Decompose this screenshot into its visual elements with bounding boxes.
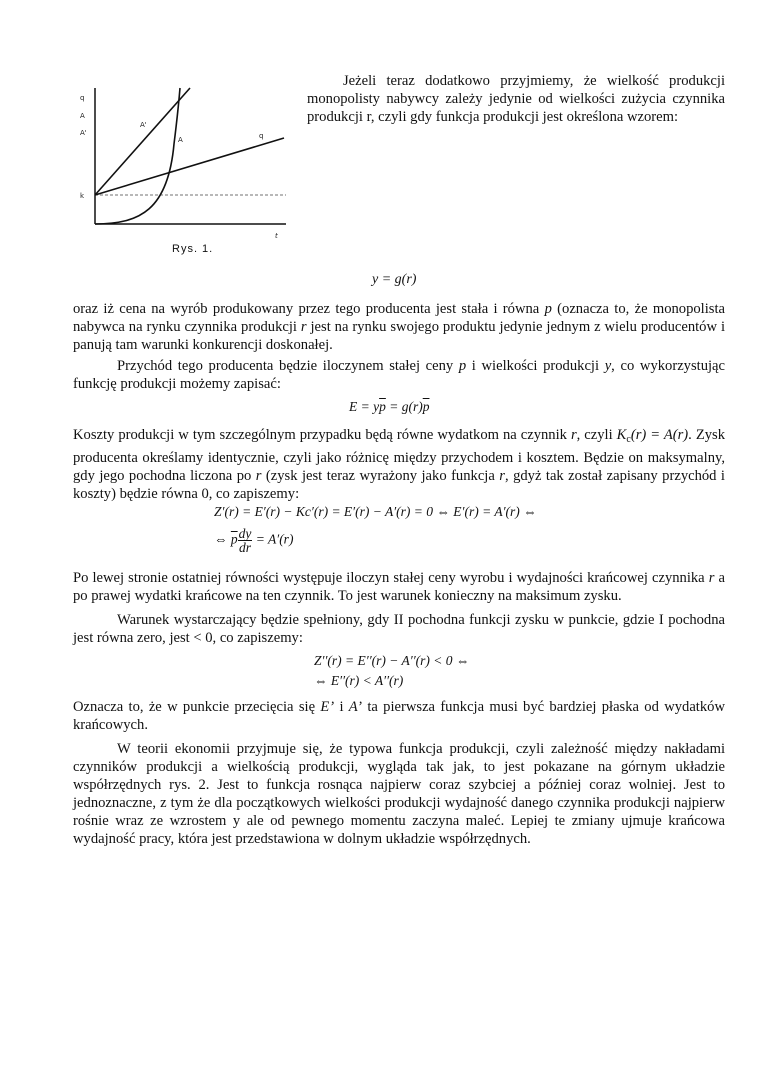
a-prime-line	[95, 88, 190, 195]
paragraph-production-theory: W teorii ekonomii przyjmuje się, że typowa funkcja produkcji, czyli zależność między nakładami czynników produkcji a wielkością produkcji, wygląda tak jak, to jest pokazane na górnym układzie współrzędnych rys. 2. Jest to funkcja rosnąca najpierw coraz szybciej a później coraz wolniej. Jest to jednoznaczne, z tym że dla początkowych wielkości produkcji wydajność danego czynnika produkcji najpierw rośnie wraz ze wzrostem y ale od pewnego momentu zaczyna maleć. Lepiej te zmiany ujmuje krańcowa wydajność pracy, która jest przedstawiona w dolnym układzie współrzędnych.	[73, 741, 725, 847]
paragraph-intersection: Oznacza to, że w punkcie przecięcia się E’ i A’ ta pierwsza funkcja musi być bardziej płaska od wydatków krańcowych.	[73, 699, 725, 733]
equation-profit-first-derivative: Z′(r) = E′(r) − Kc′(r) = E′(r) − A′(r) = 0 ⇔ E′(r) = A′(r) ⇔	[214, 504, 537, 519]
a-curve	[95, 88, 180, 224]
label-a-prime-axis: A'	[80, 129, 87, 137]
equation-second-derivative-condition: ⇔ E′′(r) < A′′(r)	[314, 673, 404, 688]
equation-second-derivative: Z′′(r) = E′′(r) − A′′(r) < 0 ⇔	[314, 653, 470, 668]
label-a-curve: A	[178, 136, 183, 144]
equation-marginal-condition: ⇔ $\overline{p}$ $\frac{dy}{dr}$ = A′(r)	[214, 526, 294, 555]
label-k-axis: k	[80, 192, 85, 200]
figure-rys-1	[70, 80, 295, 265]
label-a-axis: A	[80, 112, 85, 120]
equation-revenue: $E = y\overline{p} = g(r)\overline{p}$	[349, 399, 430, 414]
label-q-axis: q	[80, 94, 85, 102]
q-line	[95, 138, 284, 195]
paragraph-price: oraz iż cena na wyrób produkowany przez tego producenta jest stała i równa p (oznacza to, że monopolista nabywca na rynku czynnika produkcji r jest na rynku swojego produktu jedynie jednym z wielu producentów i panują tam warunki konkurencji doskonałej.	[73, 301, 725, 353]
paragraph-necessary-condition: Po lewej stronie ostatniej równości występuje iloczyn stałej ceny wyrobu i wydajności krańcowej czynnika r a po prawej wydatki krańcowe na ten czynnik. To jest warunek konieczny na maksimum zysku.	[73, 570, 725, 604]
label-q-curve: q	[259, 132, 264, 140]
paragraph-sufficient-condition: Warunek wystarczający będzie spełniony, gdy II pochodna funkcji zysku w punkcie, gdzie I pochodna jest równa zero, jest < 0, co zapiszemy:	[73, 612, 725, 646]
paragraph-costs: Koszty produkcji w tym szczególnym przypadku będą równe wydatkom na czynnik r, czyli $K_c(r) = A(r)$. Zysk producenta określamy identycznie, czyli jako różnicę między przychodem i kosztem. Będzie on maksymalny, gdy jego pochodna liczona po r (zysk jest teraz wyrażony jako funkcja r, gdyż tak został zapisany przychód i koszty) będzie równa 0, co zapiszemy:	[73, 427, 726, 502]
intro-paragraph: Jeżeli teraz dodatkowo przyjmiemy, że wielkość produkcji monopolisty nabywcy zależy jedynie od wielkości zużycia czynnika produkcji r, czyli gdy funkcja produkcji jest określona wzorem:	[307, 73, 725, 125]
label-a-prime-curve: A'	[140, 121, 147, 129]
label-t-axis: t	[275, 232, 278, 240]
figure-caption: Rys. 1.	[172, 243, 214, 255]
paragraph-revenue: Przychód tego producenta będzie iloczynem stałej ceny p i wielkości produkcji y, co wykorzystując funkcję produkcji możemy zapisać:	[73, 358, 726, 392]
equation-production-function: y = g(r)	[372, 272, 417, 287]
